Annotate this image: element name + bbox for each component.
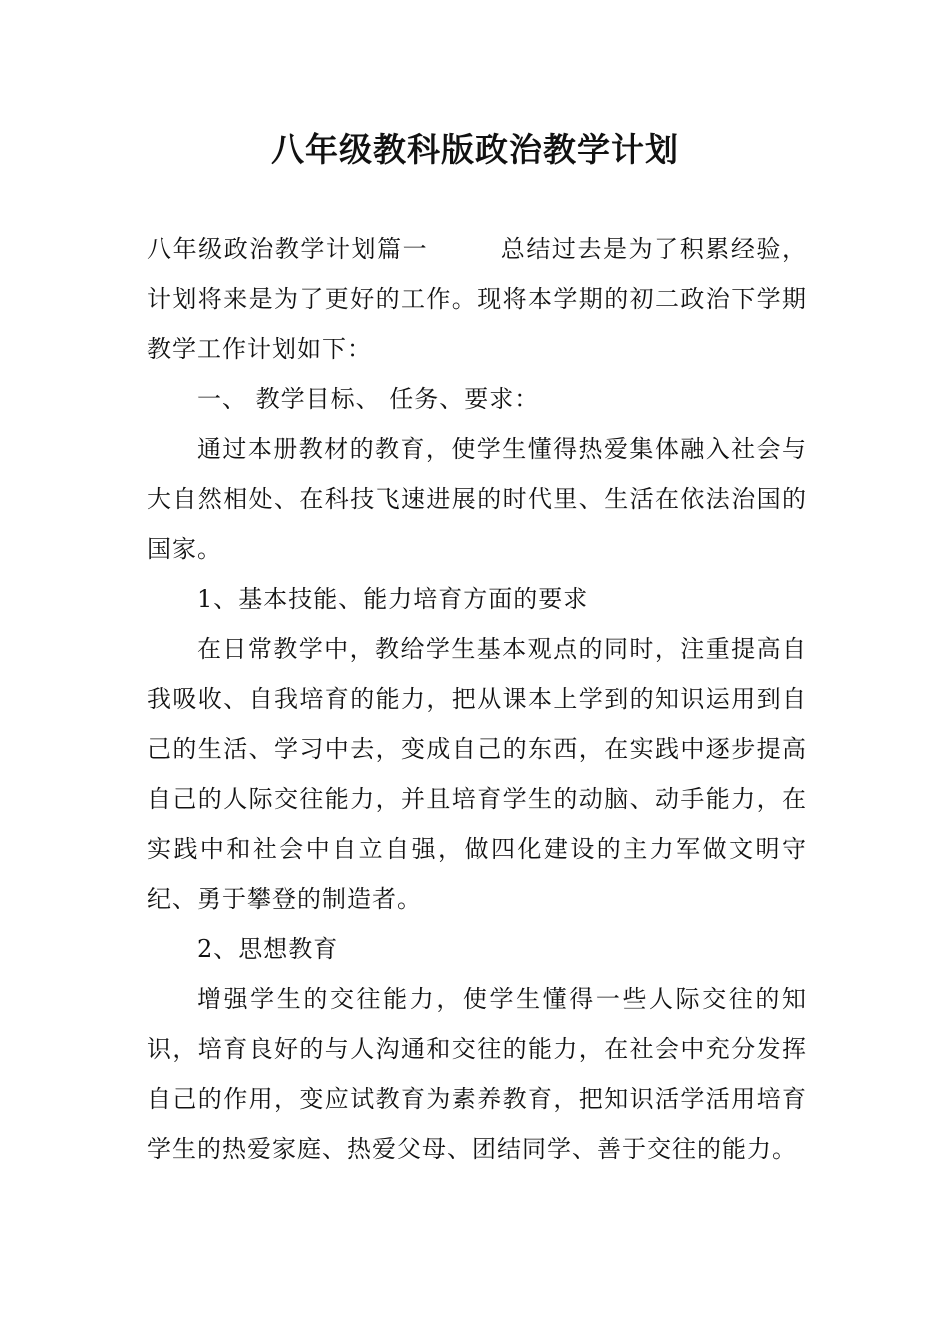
paragraph-ideology: 增强学生的交往能力，使学生懂得一些人际交往的知识，培育良好的与人沟通和交往的能力，在社会中充分发挥自己的作用，变应试教育为素养教育，把知识活学活用培育学生的热爱家庭、热爱父母、团结同学、善于交往的能力。 [147, 985, 807, 1163]
paragraph-skills: 在日常教学中，教给学生基本观点的同时，注重提高自我吸收、自我培育的能力，把从课本上学到的知识运用到自己的生活、学习中去，变成自己的东西，在实践中逐步提高自己的人际交往能力，并且培育学生的动脑、动手能力，在实践中和社会中自立自强，做四化建设的主力军做文明守纪、勇于攀登的制造者。 [147, 635, 807, 913]
intro-paragraph [147, 224, 807, 374]
intro-text: 总结过去是为了积累经验，计划将来是为了更好的工作。现将本学期的初二政治下学期教学工作计划如下： [147, 235, 808, 363]
intro-heading: 八年级政治教学计划篇一 [147, 235, 429, 263]
document-body [147, 224, 807, 1174]
section-heading-ideology: 2、思想教育 [197, 935, 339, 963]
paragraph-objectives: 通过本册教材的教育，使学生懂得热爱集体融入社会与大自然相处、在科技飞速进展的时代里、生活在依法治国的国家。 [147, 435, 807, 563]
section-heading-skills: 1、基本技能、能力培育方面的要求 [197, 585, 589, 613]
section-heading-objectives: 一、 教学目标、 任务、要求： [197, 385, 540, 413]
document-title: 八年级教科版政治教学计划 [271, 130, 679, 169]
